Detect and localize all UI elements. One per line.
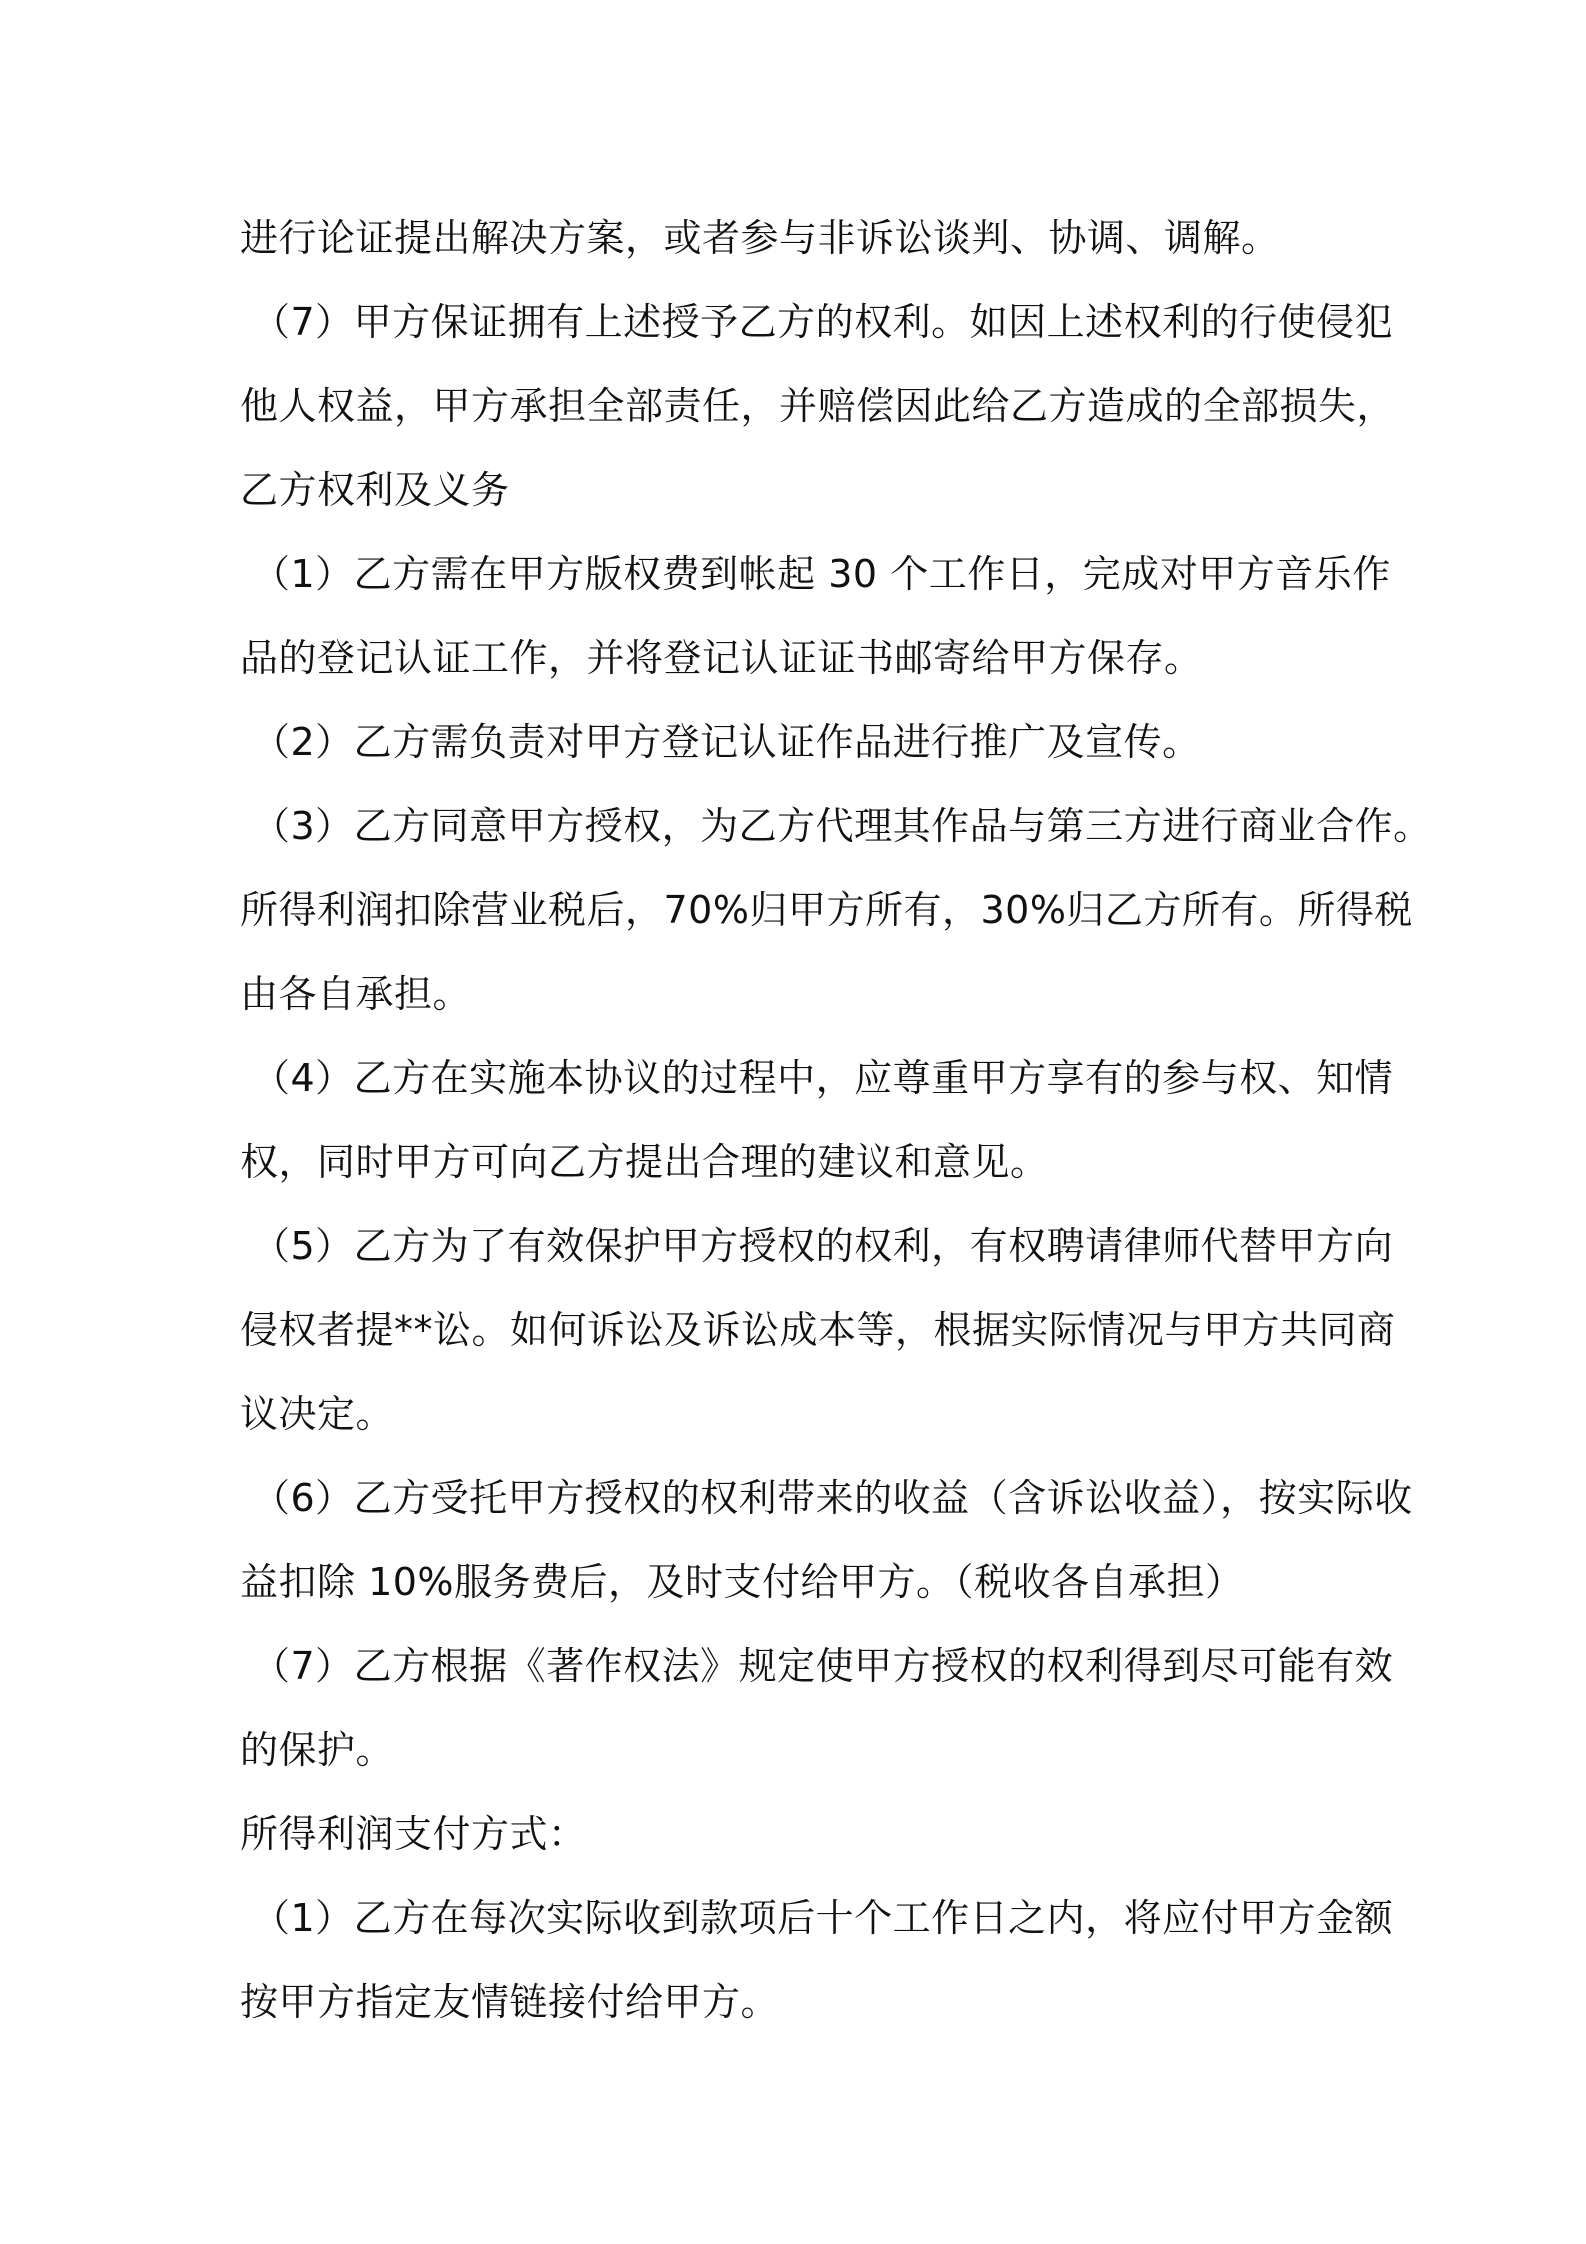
text-line: （5）乙方为了有效保护甲方授权的权利，有权聘请律师代替甲方向 [252,1224,1394,1268]
document-body [240,196,1432,2044]
text-line: 议决定。 [240,1392,395,1436]
text-line: 进行论证提出解决方案，或者参与非诉讼谈判、协调、调解。 [240,216,1280,260]
section-heading: 乙方权利及义务 [240,468,510,512]
text-line: 的保护。 [240,1728,395,1772]
text-line: 权，同时甲方可向乙方提出合理的建议和意见。 [240,1140,1049,1184]
text-line: 由各自承担。 [240,972,472,1016]
text-line: 侵权者提**讼。如何诉讼及诉讼成本等，根据实际情况与甲方共同商 [240,1308,1396,1352]
text-line: （2）乙方需负责对甲方登记认证作品进行推广及宣传。 [252,720,1201,764]
text-line: （6）乙方受托甲方授权的权利带来的收益（含诉讼收益），按实际收 [252,1476,1413,1520]
section-heading: 所得利润支付方式： [240,1812,587,1856]
text-line: （1）乙方需在甲方版权费到帐起 30 个工作日，完成对甲方音乐作 [252,552,1391,596]
text-line: （7）乙方根据《著作权法》规定使甲方授权的权利得到尽可能有效 [252,1644,1394,1688]
text-line: 所得利润扣除营业税后，70%归甲方所有，30%归乙方所有。所得税 [240,888,1413,932]
text-line: （1）乙方在每次实际收到款项后十个工作日之内，将应付甲方金额 [252,1896,1394,1940]
text-line: （7）甲方保证拥有上述授予乙方的权利。如因上述权利的行使侵犯 [252,300,1394,344]
text-line: （3）乙方同意甲方授权，为乙方代理其作品与第三方进行商业合作。 [252,804,1432,848]
text-line: （4）乙方在实施本协议的过程中，应尊重甲方享有的参与权、知情 [252,1056,1394,1100]
text-line: 按甲方指定友情链接付给甲方。 [240,1980,780,2024]
text-line: 益扣除 10%服务费后，及时支付给甲方。（税收各自承担） [240,1560,1244,1604]
text-line: 品的登记认证工作，并将登记认证证书邮寄给甲方保存。 [240,636,1203,680]
text-line: 他人权益，甲方承担全部责任，并赔偿因此给乙方造成的全部损失， [240,384,1396,428]
